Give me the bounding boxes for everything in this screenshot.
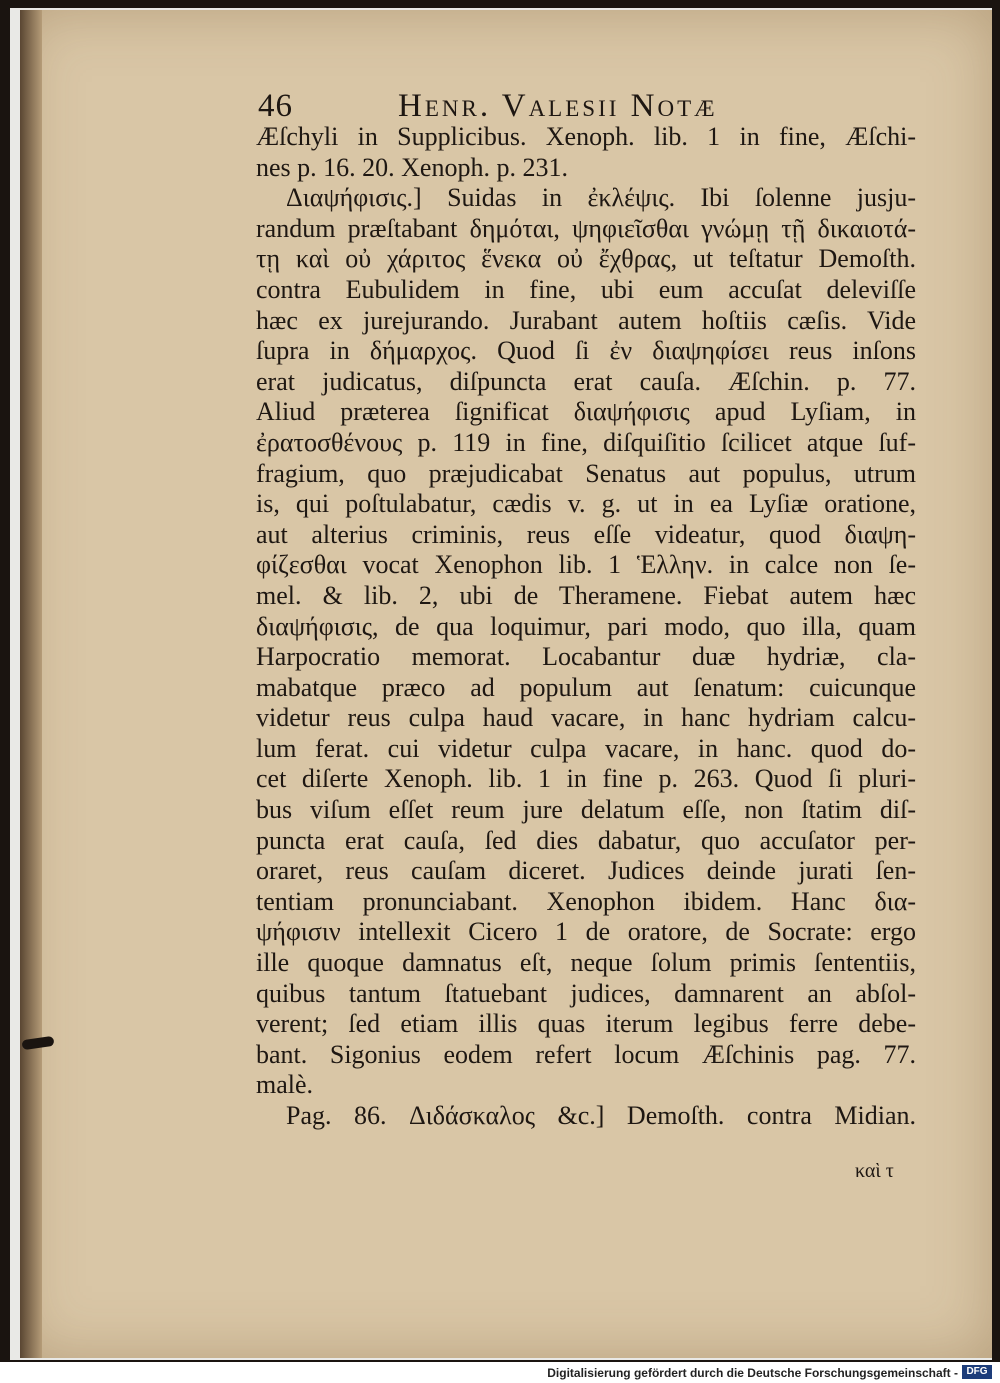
text-line: bus viſum eſſet reum jure delatum eſſe, non ſtatim diſ- [256,795,916,825]
text-line: randum præſtabant δημόται, ψηφιεῖσθαι γνώμῃ τῇ δικαιοτά- [256,213,916,243]
text-line: mabatque præco ad populum aut ſenatum: cuicunque [256,672,916,702]
text-line: cet diſerte Xenoph. lib. 1 in fine p. 263. Quod ſi pluri- [256,764,916,794]
page-number: 46 [258,88,293,124]
body-text [256,122,916,1132]
text-line: aut alterius criminis, reus eſſe videatur, quod διαψη- [256,519,916,549]
text-line: Harpocratio memorat. Locabantur duæ hydriæ, cla- [256,642,916,672]
text-line: hæc ex jurejurando. Jurabant autem hoſtiis cæſis. Vide [256,305,916,335]
text-line: is, qui poſtulabatur, cædis v. g. ut in ea Lyſiæ oratione, [256,489,916,519]
text-line: tentiam pronunciabant. Xenophon ibidem. Hanc δια- [256,886,916,916]
text-line: videtur reus culpa haud vacare, in hanc hydriam calcu- [256,703,916,733]
dfg-logo: DFG [962,1365,992,1379]
text-line: Pag. 86. Διδάσκαλος &c.] Demoſth. contra Midian. [286,1101,916,1130]
text-line: Æſchyli in Supplicibus. Xenoph. lib. 1 in fine, Æſchi- [256,122,916,151]
text-line: verent; ſed etiam illis quas iterum legibus ferre debe- [256,1009,916,1039]
text-line: malè. [256,1070,314,1100]
text-line: puncta erat cauſa, ſed dies dabatur, quo accuſator per- [256,825,916,855]
text-line: contra Eubulidem in fine, ubi eum accuſat deleviſſe [256,274,916,304]
text-line: bant. Sigonius eodem refert locum Æſchinis pag. 77. [256,1039,916,1069]
text-line: διαψήφισις, de qua loquimur, pari modo, quo illa, quam [256,611,916,641]
text-line: ψήφισιν intellexit Cicero 1 de oratore, de Socrate: ergo [256,917,916,947]
text-line: τῃ καὶ οὐ χάριτος ἕνεκα οὐ ἔχθρας, ut teſtatur Demoſth. [256,244,916,274]
text-line: lum ferat. cui videtur culpa vacare, in hanc. quod do- [256,733,916,763]
text-line: oraret, reus cauſam diceret. Judices deinde jurati ſen- [256,856,916,886]
text-line: erat judicatus, diſpuncta erat cauſa. Æſchin. p. 77. [256,366,916,396]
text-line: quibus tantum ſtatuebant judices, damnarent an abſol- [256,978,916,1008]
text-line: ἐρατοσθένους p. 119 in fine, diſquiſitio ſcilicet atque ſuf- [256,427,916,457]
text-line: fragium, quo præjudicabat Senatus aut populus, utrum [256,458,916,488]
funding-notice: Digitalisierung gefördert durch die Deutsche Forschungsgemeinschaft - [547,1366,958,1380]
running-title: Henr. Valesii Notæ [398,88,718,124]
text-line: Aliud præterea ſignificat διαψήφισις apud Lyſiam, in [256,397,916,427]
text-line: nes p. 16. 20. Xenoph. p. 231. [256,152,568,182]
catchword: καὶ τ [855,1160,894,1182]
text-line: φίζεσθαι vocat Xenophon lib. 1 Ἑλλην. in calce non ſe- [256,550,916,580]
text-line: mel. & lib. 2, ubi de Theramene. Fiebat autem hæc [256,580,916,610]
text-line: ſupra in δήμαρχος. Quod ſi ἐν διαψηφίσει reus inſons [256,336,916,366]
text-line: Διαψήφισις.] Suidas in ἐκλέψις. Ibi ſolenne jusju- [286,183,916,213]
page-gutter-shadow [20,10,42,1358]
text-line: ille quoque damnatus eſt, neque ſolum primis ſententiis, [256,948,916,978]
